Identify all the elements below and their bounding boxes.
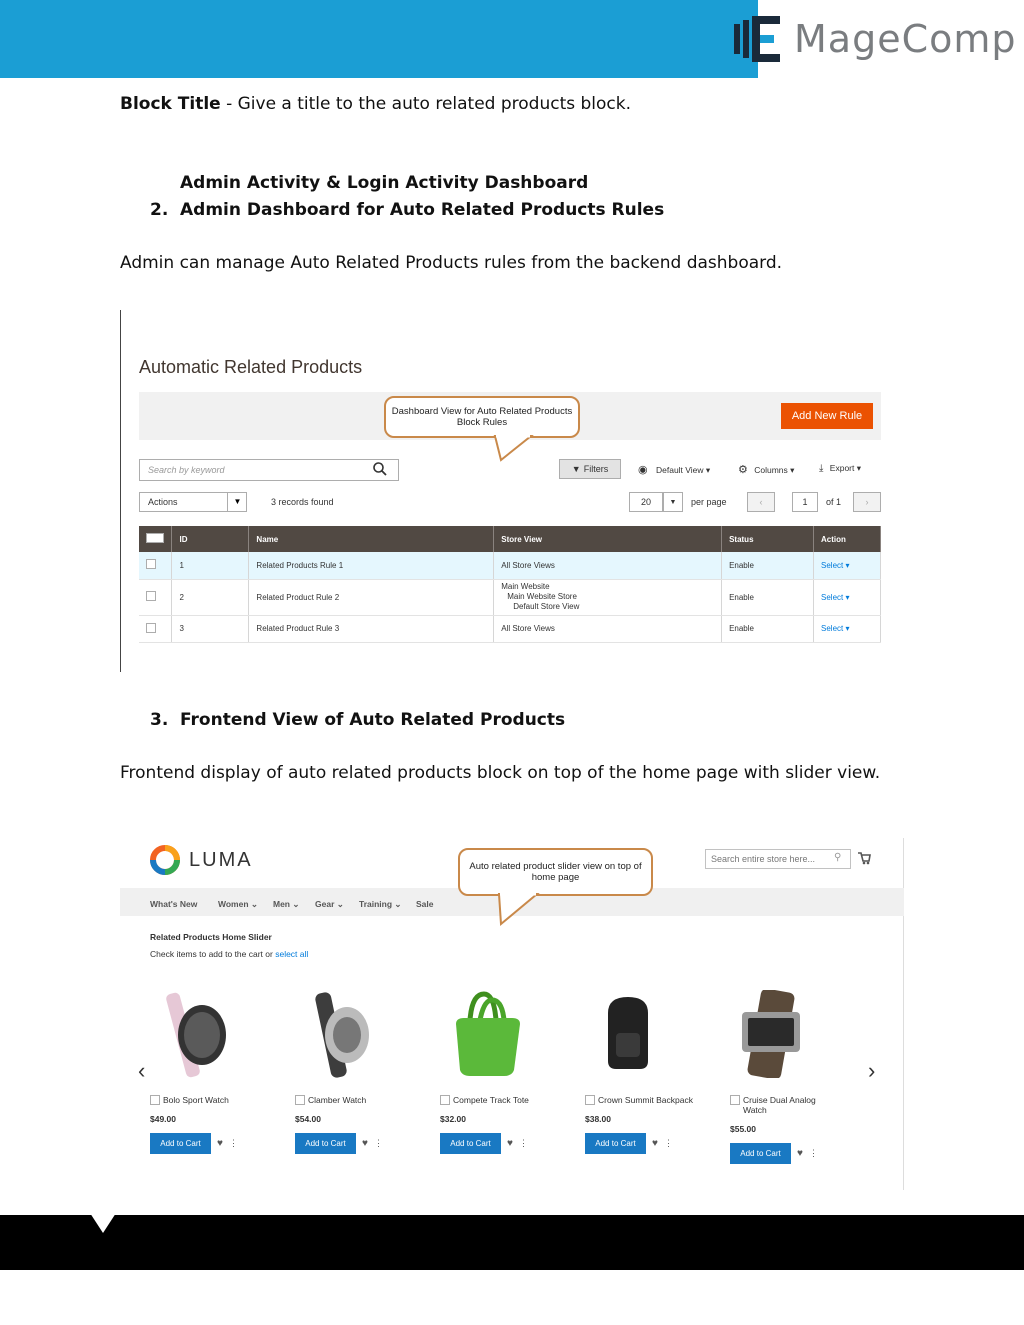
export-label: Export [829,463,855,473]
heart-icon[interactable]: ♥ [652,1138,658,1149]
magecomp-logo-icon [728,0,790,78]
heart-icon[interactable]: ♥ [217,1138,223,1149]
download-icon: ⤓ [819,463,824,474]
product-name[interactable]: Compete Track Tote [453,1095,529,1105]
product-name[interactable]: Crown Summit Backpack [598,1095,693,1105]
product-checkbox[interactable] [585,1095,595,1105]
footer-notch-icon [90,1213,116,1235]
product-checkbox[interactable] [440,1095,450,1105]
row-id: 1 [172,552,249,579]
cart-icon[interactable] [857,851,871,865]
frontend-screenshot [120,838,904,1190]
nav-gear[interactable]: Gear ⌄ [315,899,344,909]
product-name-row [585,1095,725,1105]
columns-label: Columns [754,465,788,475]
per-page-value[interactable]: 20 [629,492,663,512]
product-actions [150,1133,290,1154]
add-to-cart-button[interactable]: Add to Cart [730,1143,791,1164]
check-items-label: Check items to add to the cart or [150,949,273,959]
select-all-checkbox[interactable] [139,526,172,552]
nav-women[interactable]: Women ⌄ [218,899,259,909]
heading-3: Frontend View of Auto Related Products [180,710,566,730]
default-view-label: Default View [655,465,704,475]
filters-label: Filters [583,464,609,474]
product-item [440,1095,580,1154]
nav-women-label: Women [218,899,249,909]
row-id: 3 [172,615,249,642]
row-name: Related Product Rule 2 [249,579,494,615]
callout-pointer-icon [491,434,541,464]
store-website: Main Website [501,582,550,591]
default-view-dropdown[interactable]: ◉ Default View ▾ [638,464,711,476]
product-name-row [295,1095,435,1105]
table-row [139,615,881,642]
row-store-view [494,579,722,615]
tote-image-icon[interactable] [450,990,525,1080]
column-header-status[interactable]: Status [722,526,814,552]
nav-sale[interactable]: Sale [416,899,434,909]
table-row [139,552,881,579]
product-checkbox[interactable] [150,1095,160,1105]
product-item [150,1095,290,1154]
brand-name: MageComp [794,17,1017,61]
product-name-row [150,1095,290,1105]
nav-training-label: Training [359,899,393,909]
nav-whats-new[interactable]: What's New [150,899,198,909]
add-to-cart-button[interactable]: Add to Cart [440,1133,501,1154]
row-checkbox[interactable] [139,579,172,615]
row-name: Related Products Rule 1 [249,552,494,579]
brand-logo [728,0,1024,78]
product-item [295,1095,435,1154]
store-view: Default Store View [513,602,580,611]
product-name[interactable]: Cruise Dual Analog Watch [743,1095,816,1115]
select-all-link[interactable]: select all [275,949,309,959]
eye-icon: ◉ [638,464,648,476]
watch-image-icon[interactable] [732,990,812,1078]
columns-dropdown[interactable]: ⚙ Columns ▾ [738,464,795,476]
compare-icon[interactable]: ⋮ [228,1138,238,1148]
row-store-view: All Store Views [494,552,722,579]
product-item [730,1095,830,1164]
store-group: Main Website Store [507,592,577,601]
column-header-id[interactable]: ID [172,526,249,552]
product-price: $54.00 [295,1114,321,1124]
product-item [585,1095,725,1154]
add-to-cart-button[interactable]: Add to Cart [295,1133,356,1154]
export-dropdown[interactable]: ⤓ Export ▾ [819,463,862,474]
nav-men-label: Men [273,899,290,909]
callout-pointer-icon [495,892,545,928]
heading-2: Admin Dashboard for Auto Related Products Rules [180,200,665,220]
product-price: $38.00 [585,1114,611,1124]
heading-2-number: 2. [150,200,169,220]
callout: Auto related product slider view on top of home page [458,848,653,896]
row-name: Related Product Rule 3 [249,615,494,642]
paragraph-1: Admin can manage Auto Related Products rules from the backend dashboard. [120,253,783,273]
product-price: $55.00 [730,1124,756,1134]
backpack-image-icon[interactable] [598,993,658,1073]
add-new-rule-button[interactable]: Add New Rule [781,403,873,429]
nav-men[interactable]: Men ⌄ [273,899,300,909]
select-link[interactable]: Select [821,560,844,570]
gear-icon: ⚙ [738,464,748,476]
row-checkbox[interactable] [139,615,172,642]
compare-icon[interactable]: ⋮ [373,1138,383,1148]
heart-icon[interactable]: ♥ [507,1138,513,1149]
callout: Dashboard View for Auto Related Products Block Rules [384,396,580,438]
table-row [139,579,881,615]
product-name[interactable]: Bolo Sport Watch [163,1095,229,1105]
product-name-row [440,1095,580,1105]
compare-icon[interactable]: ⋮ [518,1138,528,1148]
row-status: Enable [722,579,814,615]
per-page-label: per page [691,497,727,507]
row-action-select[interactable]: Select ▾ [814,615,881,642]
row-action-select[interactable]: Select ▾ [814,552,881,579]
block-title-line [120,94,631,114]
product-price: $49.00 [150,1114,176,1124]
product-checkbox[interactable] [295,1095,305,1105]
check-items-text [150,949,308,959]
header-bar [0,0,758,78]
product-actions [440,1133,580,1154]
product-name[interactable]: Clamber Watch [308,1095,367,1105]
filters-button[interactable] [559,459,621,479]
search-icon[interactable] [373,462,387,476]
next-page-icon[interactable]: › [853,492,881,512]
page-of: of 1 [826,497,842,507]
product-checkbox[interactable] [730,1095,740,1105]
row-checkbox[interactable] [139,552,172,579]
row-status: Enable [722,615,814,642]
heading-3-number: 3. [150,710,169,730]
product-price: $32.00 [440,1114,466,1124]
actions-label: Actions [148,497,178,507]
per-page-chevron-icon[interactable]: ▼ [663,492,683,512]
page-title: Automatic Related Products [139,357,363,377]
prev-page-icon[interactable]: ‹ [747,492,775,512]
slider-next-icon[interactable]: › [868,1058,876,1083]
chevron-down-icon[interactable]: ▼ [227,492,247,512]
search-input[interactable]: Search by keyword [139,459,399,481]
select-link[interactable]: Select [821,592,844,602]
row-action-select[interactable]: Select ▾ [814,579,881,615]
paragraph-2: Frontend display of auto related products block on top of the home page with slider view. [120,763,881,783]
column-header-store-view[interactable]: Store View [494,526,722,552]
watch-image-icon[interactable] [305,990,375,1080]
search-icon[interactable]: ⚲ [834,852,842,863]
heading-1: Admin Activity & Login Activity Dashboard [180,173,589,193]
records-found: 3 records found [271,497,334,507]
luma-logo-icon[interactable] [150,845,180,875]
add-to-cart-button[interactable]: Add to Cart [585,1133,646,1154]
product-name-row [730,1095,830,1115]
product-actions [730,1143,830,1164]
row-store-view: All Store Views [494,615,722,642]
watch-image-icon[interactable] [160,990,230,1080]
rules-grid [139,526,881,643]
column-header-action: Action [814,526,881,552]
slider-prev-icon[interactable]: ‹ [138,1058,146,1083]
heart-icon[interactable]: ♥ [362,1138,368,1149]
compare-icon[interactable]: ⋮ [808,1148,818,1158]
row-id: 2 [172,579,249,615]
page-input[interactable]: 1 [792,492,818,512]
footer-bar [0,1215,1024,1270]
nav-training[interactable]: Training ⌄ [359,899,402,909]
row-status: Enable [722,552,814,579]
block-title-desc: - Give a title to the auto related products block. [220,94,632,114]
product-actions [585,1133,725,1154]
filter-icon: ▼ [571,464,581,474]
column-header-name[interactable]: Name [249,526,494,552]
luma-logo-text[interactable]: LUMA [189,849,253,871]
add-to-cart-button[interactable]: Add to Cart [150,1133,211,1154]
related-block-title: Related Products Home Slider [150,932,272,942]
select-link[interactable]: Select [821,624,844,633]
admin-screenshot [120,310,904,672]
product-actions [295,1133,435,1154]
nav-gear-label: Gear [315,899,335,909]
heart-icon[interactable]: ♥ [797,1148,803,1159]
store-search-input[interactable]: Search entire store here... [705,849,851,869]
block-title-label: Block Title [120,94,221,114]
compare-icon[interactable]: ⋮ [663,1138,673,1148]
